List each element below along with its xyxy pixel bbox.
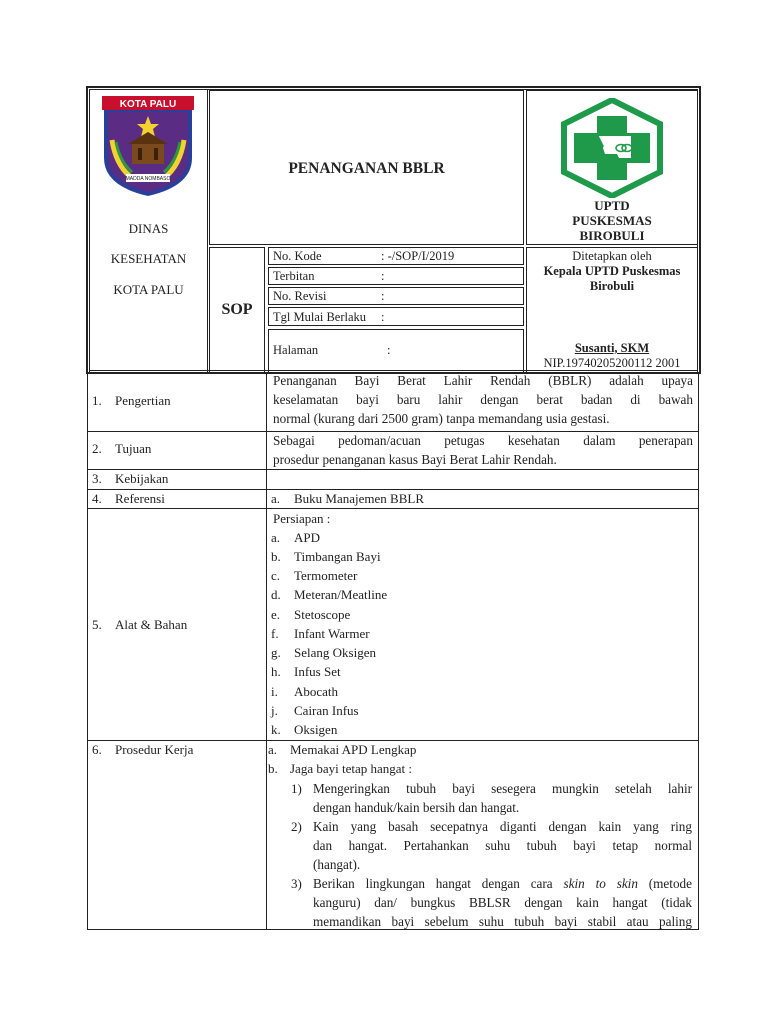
- field-value: : -/SOP/I/2019: [381, 249, 455, 263]
- org-line-3: KOTA PALU: [113, 282, 184, 297]
- list-item: Abocath: [294, 684, 339, 699]
- pengertian-text: Penanganan Bayi Berat Lahir Rendah (BBLR) adalah upaya keselamatan bayi baru lahir dengan berat badan di bawah normal (kurang dari 2500 gram) tanpa memandang usia gestasi.: [273, 373, 693, 426]
- list-marker: g.: [271, 645, 281, 660]
- row-label: Kebijakan: [115, 471, 169, 486]
- puskesmas-line-1: UPTD: [594, 198, 630, 213]
- row-number: 5.: [92, 617, 102, 632]
- row-number: 4.: [92, 491, 102, 506]
- list-item: Termometer: [294, 568, 358, 583]
- puskesmas-line-3: BIROBULI: [579, 228, 645, 243]
- list-item: Buku Manajemen BBLR: [294, 491, 424, 506]
- list-marker: a.: [268, 742, 278, 757]
- prosedur-step-3: Berikan lingkungan hangat dengan cara skin to skin (metode kanguru) dan/ bungkus BBLSR dengan kain hangat (tidak memandikan bayi sebelum suhu tubuh bayi stabil atau paling: [313, 876, 692, 929]
- list-item: Meteran/Meatline: [294, 587, 388, 602]
- column-divider: [266, 374, 267, 930]
- tujuan-text: Sebagai pedoman/acuan petugas kesehatan dalam penerapan prosedur penanganan kasus Bayi Berat Lahir Rendah.: [273, 433, 693, 467]
- list-item: Memakai APD Lengkap: [290, 742, 417, 757]
- row-label: Tujuan: [115, 441, 152, 456]
- approval-office-2: Birobuli: [589, 279, 635, 293]
- field-value: :: [381, 289, 385, 303]
- logo-left-motto: MADDA NOMBASO: [125, 176, 171, 182]
- field-value: :: [381, 310, 385, 324]
- field-label: No. Revisi: [273, 289, 327, 303]
- list-marker: b.: [271, 549, 281, 564]
- list-marker: f.: [271, 626, 279, 641]
- puskesmas-line-2: PUSKESMAS: [572, 213, 652, 228]
- list-item: Timbangan Bayi: [294, 549, 381, 564]
- sub-marker: 3): [291, 876, 302, 891]
- field-label: No. Kode: [273, 249, 322, 263]
- list-item: Infus Set: [294, 664, 341, 679]
- page-title: PENANGANAN BBLR: [288, 160, 445, 177]
- puskesmas-logo: [559, 98, 665, 198]
- row-divider: [87, 740, 699, 741]
- list-item: Stetoscope: [294, 607, 351, 622]
- list-item: Jaga bayi tetap hangat :: [290, 761, 413, 776]
- sub-marker: 2): [291, 819, 302, 834]
- list-marker: b.: [268, 761, 278, 776]
- logo-left-text: KOTA PALU: [119, 99, 177, 110]
- prosedur-step-1: Mengeringkan tubuh bayi sesegera mungkin setelah lahir dengan handuk/kain bersih dan hangat.: [313, 781, 692, 815]
- list-marker: j.: [271, 703, 278, 718]
- row-number: 1.: [92, 393, 102, 408]
- list-marker: c.: [271, 568, 281, 583]
- prosedur-step-2: Kain yang basah secepatnya diganti dengan kain yang ring dan hangat. Pertahankan suhu tubuh bayi tetap normal (hangat).: [313, 819, 692, 872]
- row-divider: [87, 489, 699, 490]
- list-marker: a.: [271, 491, 281, 506]
- list-marker: k.: [271, 722, 281, 737]
- field-value: :: [387, 343, 391, 357]
- row-number: 6.: [92, 742, 102, 757]
- list-marker: i.: [271, 684, 278, 699]
- row-label: Pengertian: [115, 393, 171, 408]
- row-number: 2.: [92, 441, 102, 456]
- list-item: Selang Oksigen: [294, 645, 376, 660]
- field-label: Tgl Mulai Berlaku: [273, 310, 367, 324]
- field-value: :: [381, 269, 385, 283]
- list-item: Infant Warmer: [294, 626, 370, 641]
- list-item: APD: [294, 530, 321, 545]
- sop-label: SOP: [221, 301, 253, 318]
- row-label: Alat & Bahan: [115, 617, 188, 632]
- sub-marker: 1): [291, 781, 302, 796]
- row-label: Prosedur Kerja: [115, 742, 194, 757]
- row-number: 3.: [92, 471, 102, 486]
- list-marker: d.: [271, 587, 281, 602]
- kota-palu-logo: [102, 96, 194, 196]
- row-divider: [87, 508, 699, 509]
- org-line-1: DINAS: [128, 221, 169, 236]
- approval-office-1: Kepala UPTD Puskesmas: [543, 264, 681, 278]
- approval-caption: Ditetapkan oleh: [572, 249, 652, 263]
- alat-intro: Persiapan :: [273, 511, 331, 526]
- field-label: Terbitan: [273, 269, 315, 283]
- list-marker: e.: [271, 607, 281, 622]
- row-divider: [87, 469, 699, 470]
- row-label: Referensi: [115, 491, 165, 506]
- field-label: Halaman: [273, 343, 319, 357]
- list-item: Cairan Infus: [294, 703, 359, 718]
- approver-nip: NIP.19740205200112 2001: [543, 356, 681, 370]
- list-item: Oksigen: [294, 722, 338, 737]
- approver-name: Susanti, SKM: [574, 341, 650, 355]
- list-marker: a.: [271, 530, 281, 545]
- list-marker: h.: [271, 664, 281, 679]
- org-line-2: KESEHATAN: [110, 251, 187, 266]
